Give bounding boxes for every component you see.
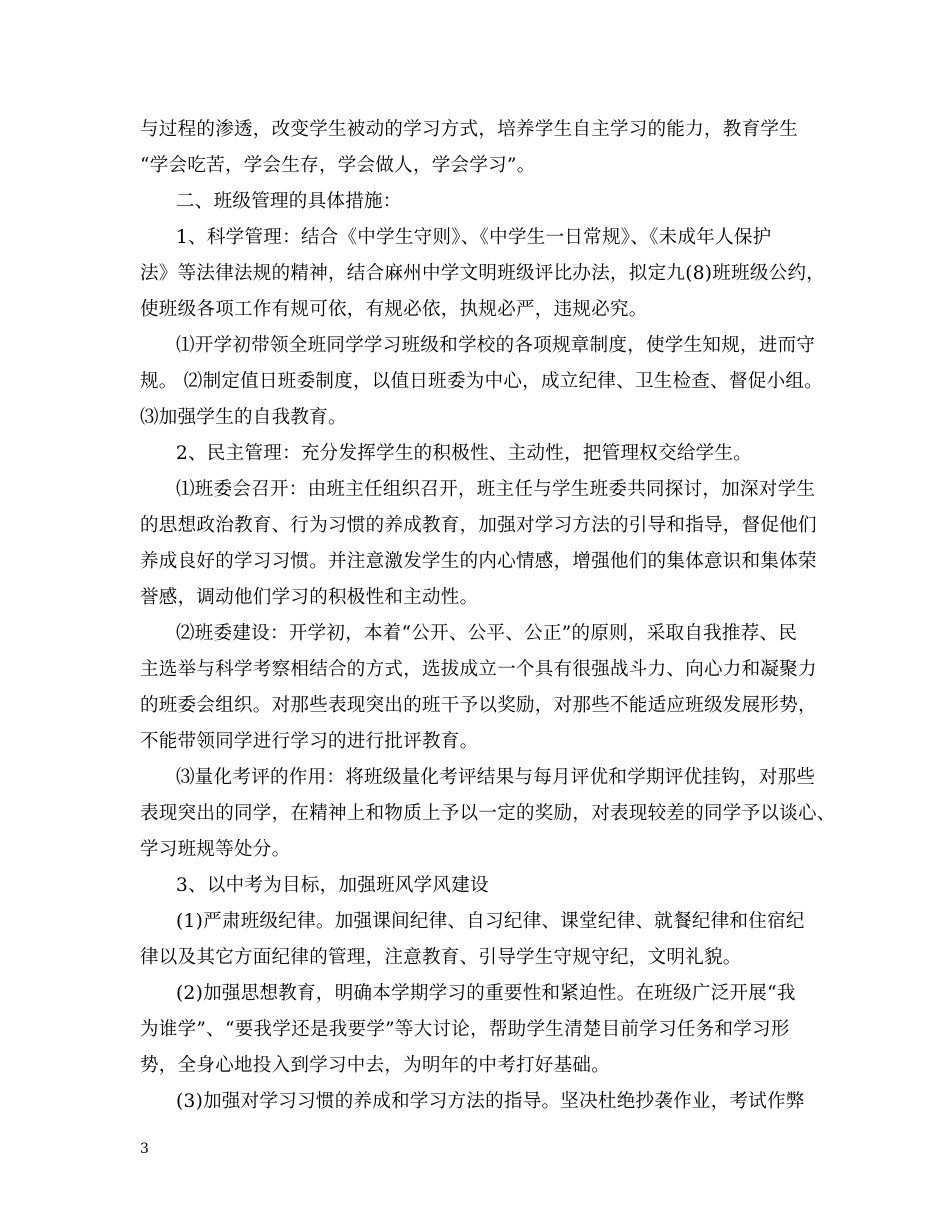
text-line: 誉感，调动他们学习的积极性和主动性。 <box>140 587 479 608</box>
text-line: 与过程的渗透，改变学生被动的学习方式，培养学生自主学习的能力，教育学生 <box>140 119 799 140</box>
text-line: 的班委会组织。对那些表现突出的班干予以奖励，对那些不能适应班级发展形势， <box>140 695 817 716</box>
text-line: 1、科学管理：结合《中学生守则》、《中学生一日常规》、《未成年人保护 <box>176 227 772 248</box>
text-line: ⑴开学初带领全班同学学习班级和学校的各项规章制度，使学生知规，进而守 <box>176 335 816 356</box>
text-line: 规。 ⑵制定值日班委制度，以值日班委为中心，成立纪律、卫生检查、督促小组。 <box>140 371 823 392</box>
text-line: 使班级各项工作有规可依，有规必依，执规必严，违规必究。 <box>140 299 648 320</box>
text-line: 学习班规等处分。 <box>140 839 291 860</box>
text-line: ⑴班委会召开：由班主任组织召开，班主任与学生班委共同探讨，加深对学生 <box>176 479 816 500</box>
text-line: 的思想政治教育、行为习惯的养成教育，加强对学习方法的引导和指导，督促他们 <box>140 515 817 536</box>
text-line: ⑵班委建设：开学初，本着“公开、公平、公正”的原则，采取自我推荐、民 <box>176 623 798 644</box>
section-heading: 二、班级管理的具体措施： <box>176 191 402 212</box>
text-line: 养成良好的学习习惯。并注意激发学生的内心情感，增强他们的集体意识和集体荣 <box>140 551 817 572</box>
text-line: ⑶量化考评的作用：将班级量化考评结果与每月评优和学期评优挂钩，对那些 <box>176 767 816 788</box>
text-line: 2、民主管理：充分发挥学生的积极性、主动性，把管理权交给学生。 <box>176 443 753 464</box>
text-line: 不能带领同学进行学习的进行批评教育。 <box>140 731 479 752</box>
text-line: 为谁学”、“要我学还是我要学”等大讨论，帮助学生清楚目前学习任务和学习形 <box>140 1019 790 1040</box>
text-line: 3、以中考为目标，加强班风学风建设 <box>176 875 489 896</box>
text-line: (1)严肃班级纪律。加强课间纪律、自习纪律、课堂纪律、就餐纪律和住宿纪 <box>176 911 805 932</box>
text-line: “学会吃苦，学会生存，学会做人，学会学习”。 <box>140 155 536 176</box>
text-line: ⑶加强学生的自我教育。 <box>140 407 347 428</box>
page-number: 3 <box>140 1141 149 1157</box>
text-line: 势，全身心地投入到学习中去，为明年的中考打好基础。 <box>140 1055 611 1076</box>
text-line: (2)加强思想教育，明确本学期学习的重要性和紧迫性。在班级广泛开展“我 <box>176 983 796 1004</box>
text-line: 法》等法律法规的精神，结合麻州中学文明班级评比办法，拟定九(8)班班级公约， <box>140 263 826 284</box>
text-line: 主选举与科学考察相结合的方式，选拔成立一个具有很强战斗力、向心力和凝聚力 <box>140 659 817 680</box>
text-line: 表现突出的同学，在精神上和物质上予以一定的奖励，对表现较差的同学予以谈心、 <box>140 803 836 824</box>
text-line: (3)加强对学习习惯的养成和学习方法的指导。坚决杜绝抄袭作业，考试作弊 <box>176 1091 805 1112</box>
text-line: 律以及其它方面纪律的管理，注意教育、引导学生守规守纪，文明礼貌。 <box>140 947 742 968</box>
